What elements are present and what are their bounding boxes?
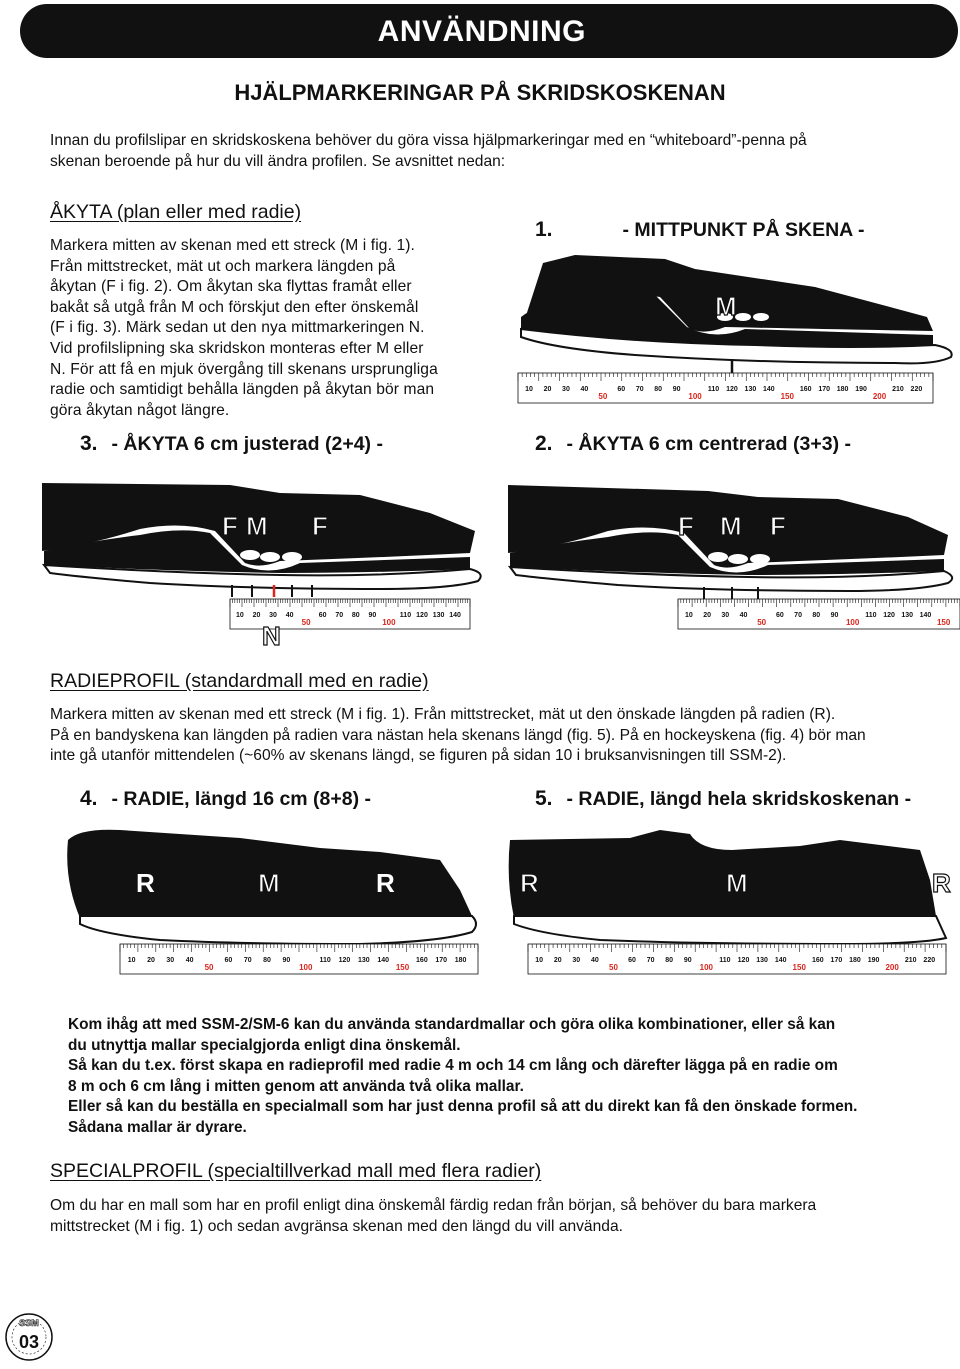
radieprofil-line: På en bandyskena kan längden på radien vara nästan hela skenans längd (fig. 5). På en hockeyskena (fig. 4) bör man — [50, 726, 866, 744]
ruler-label: 130 — [901, 612, 914, 619]
ruler-label: 10 — [127, 957, 136, 964]
note-paragraph — [68, 1015, 948, 1138]
ruler-label-red: 50 — [301, 618, 311, 627]
ruler-label: 70 — [243, 957, 252, 964]
fig2-drawing — [478, 465, 960, 635]
ruler-label: 40 — [590, 957, 599, 964]
ruler-label-red: 100 — [688, 392, 702, 401]
akyta-paragraph — [50, 236, 510, 421]
radieprofil-paragraph — [50, 705, 950, 767]
fig4-ruler — [120, 944, 478, 974]
fig1-ruler — [518, 373, 933, 403]
ruler-label-red: 200 — [885, 963, 899, 972]
akyta-line: Från mittstrecket, mät ut och markera längden på — [50, 257, 396, 275]
note-line: Sådana mallar är dyrare. — [68, 1118, 247, 1136]
radieprofil-line: inte gå utanför mittendelen (~60% av skenans längd, se figuren på sidan 10 i bruksanvisningen till SSM-2). — [50, 747, 787, 764]
ruler-label: 80 — [654, 386, 663, 393]
ruler-label-red: 100 — [699, 963, 714, 972]
ruler-label-red: 50 — [757, 618, 767, 627]
skate-boot — [509, 830, 936, 918]
ruler-label: 90 — [672, 386, 681, 393]
radieprofil-line: Markera mitten av skenan med ett streck (M i fig. 1). Från mittstrecket, mät ut den önskade längden på radien (R). — [50, 706, 836, 723]
ruler-label: 10 — [535, 957, 544, 964]
ruler-label: 130 — [756, 957, 768, 964]
specialprofil-line: mittstrecket (M i fig. 1) och sedan avgränsa skenan med den längd du vill använda. — [50, 1217, 623, 1235]
ruler-label: 120 — [883, 612, 895, 619]
ruler-label: 90 — [368, 612, 377, 619]
skate-runner — [80, 916, 476, 944]
akyta-line: Vid profilslipning ska skridskon monteras efter M eller — [50, 339, 424, 357]
ruler-label: 80 — [665, 957, 674, 964]
header-banner — [20, 4, 958, 58]
ruler-label: 180 — [836, 386, 849, 393]
note-line: Så kan du t.ex. först skapa en radieprofil med radie 4 m och 14 cm lång och därefter lägga på en radie om — [68, 1057, 838, 1074]
ruler-label-red: 50 — [204, 963, 214, 972]
ruler-label: 210 — [892, 386, 904, 393]
ruler-label-red: 100 — [382, 618, 396, 627]
ruler-label: 60 — [775, 612, 784, 619]
ruler-label: 210 — [904, 957, 917, 964]
intro-line: skenan beroende på hur du vill ändra profilen. Se avsnittet nedan: — [50, 152, 506, 170]
akyta-line: (F i fig. 3). Märk sedan ut den nya mittmarkeringen N. — [50, 319, 425, 337]
ruler-label: 160 — [811, 957, 824, 964]
ruler-label-red: 150 — [792, 963, 806, 972]
ruler-label: 30 — [572, 957, 581, 964]
fig4-label-r2: R — [376, 868, 395, 898]
ruler-label: 20 — [252, 612, 261, 619]
ssm-logo-badge — [4, 1312, 54, 1362]
ruler-label: 110 — [399, 612, 412, 619]
fig5-label-m: M — [726, 868, 748, 898]
ruler-label: 80 — [351, 612, 360, 619]
ruler-label: 180 — [849, 957, 861, 964]
fig3-label-f1: F — [222, 511, 238, 541]
ruler-label: 120 — [338, 957, 351, 964]
ruler-label: 20 — [703, 612, 712, 619]
ruler-label-red: 200 — [872, 392, 887, 401]
ruler-label: 60 — [318, 612, 327, 619]
ruler-label: 110 — [865, 612, 877, 619]
fig2-label-m: M — [720, 511, 742, 541]
ruler-label: 90 — [683, 957, 692, 964]
ruler-label: 40 — [580, 386, 589, 393]
fig3-title: 3. - ÅKYTA 6 cm justerad (2+4) - — [80, 432, 383, 455]
note-line: 8 m och 6 cm lång i mitten genom att använda två olika mallar. — [68, 1077, 524, 1095]
ruler-label: 30 — [562, 386, 570, 393]
ruler-label: 220 — [910, 386, 923, 393]
ruler-label: 60 — [628, 957, 636, 964]
note-line: Kom ihåg att med SSM-2/SM-6 kan du använda standardmallar och göra olika kombinationer, eller så kan — [68, 1016, 836, 1033]
specialprofil-paragraph — [50, 1196, 950, 1237]
logo-text: SSM — [19, 1318, 39, 1328]
ruler-label: 140 — [774, 957, 787, 964]
fig5-ruler — [528, 944, 946, 974]
fig3-drawing — [30, 465, 490, 655]
ruler-label: 190 — [855, 386, 867, 393]
ruler-label-red: 150 — [780, 392, 794, 401]
ruler-label: 120 — [416, 612, 428, 619]
ruler-label: 120 — [726, 386, 738, 393]
ruler-label: 130 — [744, 386, 757, 393]
ruler-label: 140 — [449, 612, 461, 619]
ruler-label: 90 — [830, 612, 839, 619]
ruler-label: 160 — [799, 386, 812, 393]
ruler-label: 30 — [721, 612, 730, 619]
ruler-label: 110 — [319, 957, 331, 964]
ruler-label: 220 — [923, 957, 936, 964]
ruler-label: 30 — [166, 957, 175, 964]
fig4-label-m: M — [258, 868, 280, 898]
ruler-label: 20 — [543, 386, 552, 393]
ruler-label-red: 100 — [845, 618, 860, 627]
akyta-line: radie och samtidigt behålla längden på åkytan bör man — [50, 381, 435, 399]
ruler-label-red: 100 — [299, 963, 313, 972]
fig5-drawing — [500, 820, 960, 995]
ruler-label-red: 50 — [609, 963, 618, 972]
akyta-line: N. För att få en mjuk övergång till skenans ursprungliga — [50, 360, 438, 378]
fig3-label-m: M — [246, 511, 268, 541]
specialprofil-heading: SPECIALPROFIL (specialtillverkad mall med flera radier) — [50, 1160, 542, 1182]
ruler-label: 40 — [185, 957, 194, 964]
ruler-label: 60 — [617, 386, 626, 393]
note-line: du utnyttja mallar specialgjorda enligt dina önskemål. — [68, 1036, 461, 1054]
ruler-label: 20 — [553, 957, 562, 964]
fig5-label-r1: R — [520, 868, 539, 898]
skate-runner — [514, 916, 946, 944]
page-number: 03 — [18, 1332, 40, 1352]
akyta-line: åkytan (F i fig. 2). Om åkytan ska flyttas framåt eller — [50, 278, 412, 296]
ruler-label: 70 — [794, 612, 802, 619]
fig2-title: 2. - ÅKYTA 6 cm centrerad (3+3) - — [535, 432, 851, 455]
fig5-label-r2: R — [932, 868, 951, 898]
specialprofil-line: Om du har en mall som har en profil enligt dina önskemål färdig redan från början, så behöver du bara markera — [50, 1197, 817, 1214]
intro-paragraph — [50, 131, 930, 172]
ruler-label: 110 — [707, 386, 720, 393]
fig1-drawing — [515, 245, 960, 415]
note-line: Eller så kan du beställa en specialmall som har just denna profil så att du direkt kan få den önskade formen. — [68, 1098, 858, 1115]
ruler-label: 80 — [812, 612, 821, 619]
ruler-label: 170 — [818, 386, 831, 393]
ruler-label-red: 50 — [598, 392, 608, 401]
fig5-title: 5. - RADIE, längd hela skridskoskenan - — [535, 787, 912, 810]
ruler-label: 10 — [236, 612, 244, 619]
ruler-label-red: 150 — [395, 963, 410, 972]
akyta-line: göra åkytan något längre. — [50, 401, 230, 419]
fig4-label-r1: R — [136, 868, 155, 898]
fig2-label-f2: F — [770, 511, 786, 541]
ruler-label: 40 — [285, 612, 294, 619]
ruler-label: 160 — [416, 957, 428, 964]
page-title: ANVÄNDNING — [377, 15, 586, 48]
akyta-line: bakåt så utgå från M och förskjut den efter önskemål — [50, 298, 419, 316]
fig2-ruler — [678, 599, 960, 629]
ruler-label: 120 — [737, 957, 750, 964]
ruler-label: 30 — [269, 612, 277, 619]
ruler-label: 40 — [739, 612, 748, 619]
ruler-label: 170 — [435, 957, 448, 964]
ruler-label-red: 150 — [936, 618, 951, 627]
akyta-heading: ÅKYTA (plan eller med radie) — [50, 201, 302, 223]
fig1-title: 1. - MITTPUNKT PÅ SKENA - — [535, 218, 865, 241]
ruler-label: 190 — [867, 957, 880, 964]
ruler-label: 20 — [147, 957, 155, 964]
fig2-label-f1: F — [678, 511, 694, 541]
akyta-line: Markera mitten av skenan med ett streck (M i fig. 1). — [50, 237, 415, 254]
ruler-label: 70 — [635, 386, 644, 393]
ruler-label: 140 — [919, 612, 932, 619]
fig1-label-m: M — [715, 291, 737, 321]
ruler-label: 170 — [830, 957, 843, 964]
ruler-label: 130 — [357, 957, 370, 964]
ruler-label: 60 — [224, 957, 233, 964]
ruler-label: 80 — [263, 957, 271, 964]
ruler-label: 70 — [335, 612, 344, 619]
ruler-label: 130 — [432, 612, 445, 619]
fig4-drawing — [40, 820, 480, 995]
ruler-label: 140 — [763, 386, 775, 393]
ruler-label: 70 — [646, 957, 655, 964]
radieprofil-heading: RADIEPROFIL (standardmall med en radie) — [50, 670, 429, 692]
ruler-label: 10 — [525, 386, 533, 393]
ruler-label: 180 — [454, 957, 467, 964]
fig3-label-n: N — [262, 621, 281, 651]
intro-line: Innan du profilslipar en skridskoskena behöver du göra vissa hjälpmarkeringar med en “whiteboard”-penna på — [50, 132, 807, 149]
ruler-label: 140 — [377, 957, 390, 964]
ruler-label: 90 — [282, 957, 291, 964]
fig3-label-f2: F — [312, 511, 328, 541]
fig4-title: 4. - RADIE, längd 16 cm (8+8) - — [80, 787, 372, 810]
section-subtitle: HJÄLPMARKERINGAR PÅ SKRIDSKOSKENAN — [234, 80, 726, 105]
ruler-label: 110 — [719, 957, 731, 964]
ruler-label: 10 — [685, 612, 693, 619]
